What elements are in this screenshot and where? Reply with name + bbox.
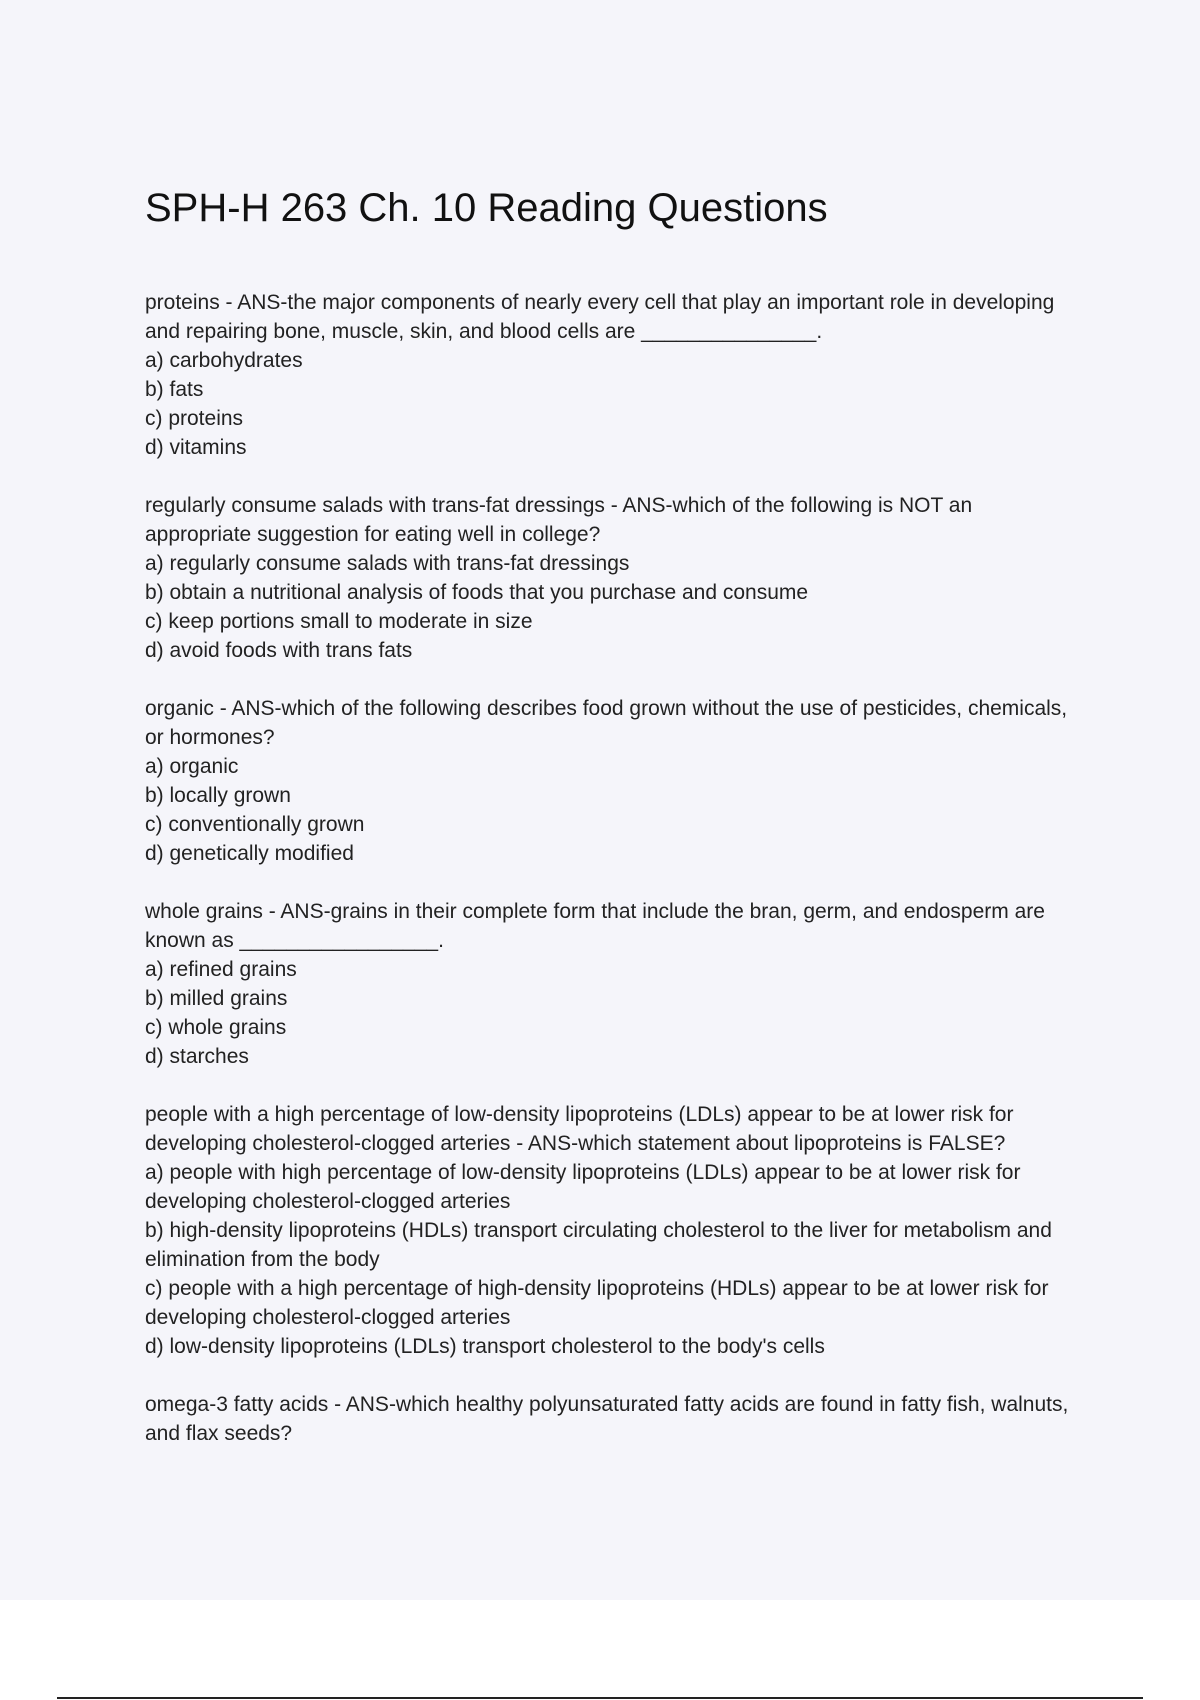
question-text: people with a high percentage of low-density lipoproteins (LDLs) appear to be at lower risk for developing cholesterol-clogged arteries - ANS-which statement about lipoproteins is FALSE? [145,1103,1014,1155]
question-block [145,288,1075,462]
answer-option: c) whole grains [145,1016,287,1039]
document-content [145,180,1075,1477]
question-block [145,1100,1075,1361]
question-block [145,491,1075,665]
answer-option: d) starches [145,1045,249,1068]
answer-option: b) high-density lipoproteins (HDLs) transport circulating cholesterol to the liver for metabolism and elimination from the body [145,1219,1052,1271]
answer-option: a) refined grains [145,958,297,981]
question-text: organic - ANS-which of the following describes food grown without the use of pesticides, chemicals, or hormones? [145,697,1068,749]
answer-option: c) keep portions small to moderate in size [145,610,533,633]
question-text: proteins - ANS-the major components of nearly every cell that play an important role in developing and repairing bone, muscle, skin, and blood cells are _______________. [145,291,1055,343]
answer-option: c) conventionally grown [145,813,365,836]
answer-option: b) obtain a nutritional analysis of foods that you purchase and consume [145,581,809,604]
answer-option: b) fats [145,378,204,401]
question-block [145,1390,1075,1448]
answer-option: b) locally grown [145,784,291,807]
question-text: omega-3 fatty acids - ANS-which healthy polyunsaturated fatty acids are found in fatty fish, walnuts, and flax seeds? [145,1393,1069,1445]
answer-option: c) people with a high percentage of high-density lipoproteins (HDLs) appear to be at lower risk for developing cholesterol-clogged arteries [145,1277,1049,1329]
answer-option: c) proteins [145,407,244,430]
question-text: whole grains - ANS-grains in their complete form that include the bran, germ, and endosperm are known as _________________. [145,900,1045,952]
question-block [145,694,1075,868]
question-block [145,897,1075,1071]
page-title: SPH-H 263 Ch. 10 Reading Questions [145,186,828,230]
answer-option: d) low-density lipoproteins (LDLs) transport cholesterol to the body's cells [145,1335,825,1358]
answer-option: a) organic [145,755,239,778]
answer-option: d) avoid foods with trans fats [145,639,413,662]
question-text: regularly consume salads with trans-fat dressings - ANS-which of the following is NOT an appropriate suggestion for eating well in college? [145,494,973,546]
answer-option: d) vitamins [145,436,247,459]
answer-option: a) regularly consume salads with trans-fat dressings [145,552,630,575]
answer-option: d) genetically modified [145,842,354,865]
answer-option: a) people with high percentage of low-density lipoproteins (LDLs) appear to be at lower risk for developing cholesterol-clogged arteries [145,1161,1021,1213]
page-divider [57,1697,1143,1699]
answer-option: b) milled grains [145,987,288,1010]
answer-option: a) carbohydrates [145,349,303,372]
